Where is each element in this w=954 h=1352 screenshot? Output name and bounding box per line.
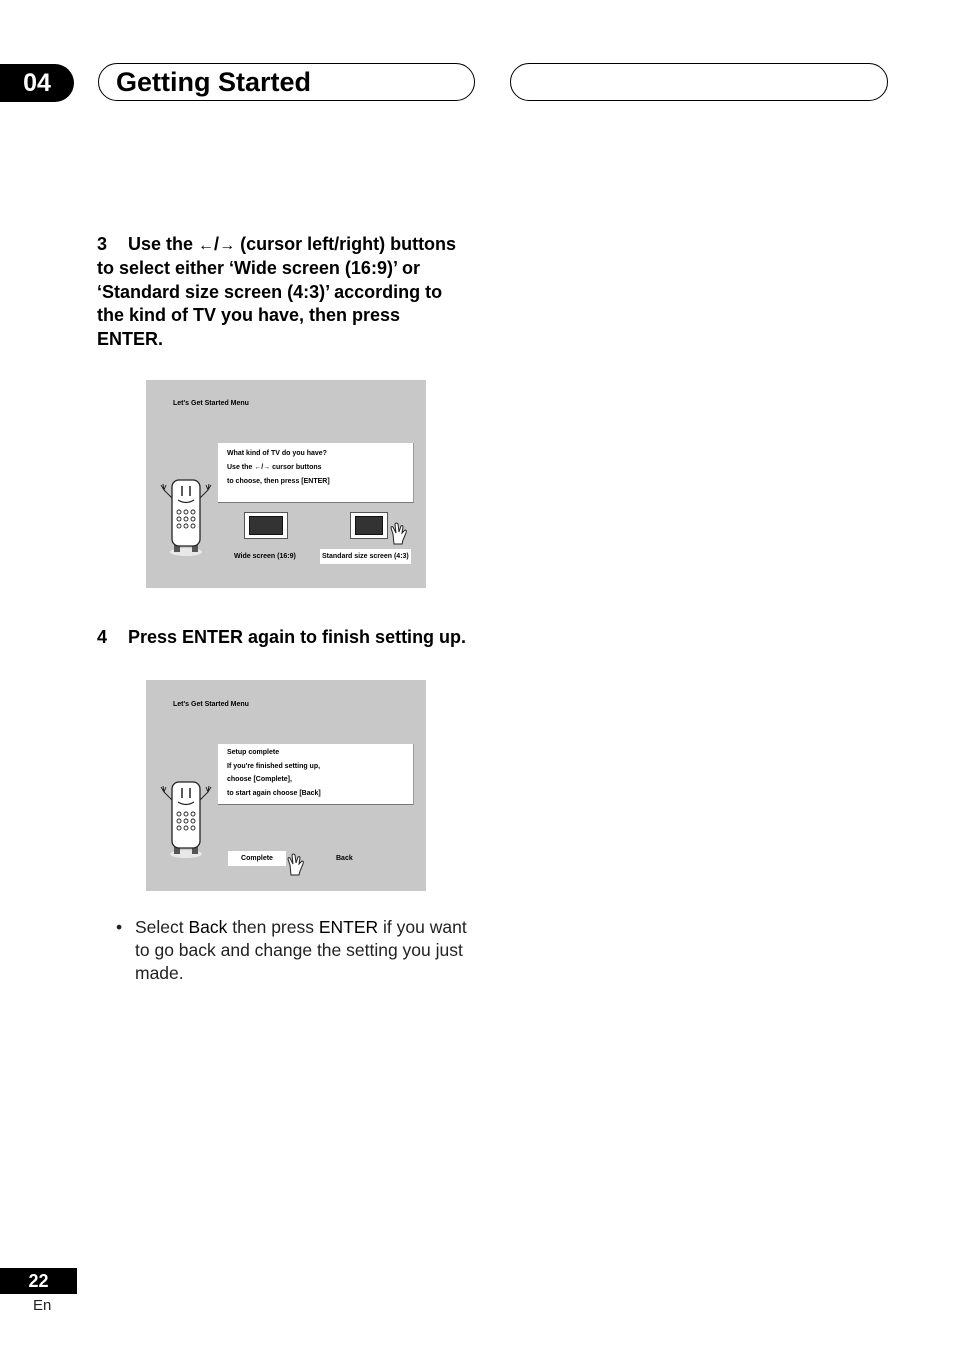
dialog-line: to choose, then press [ENTER] [227, 478, 330, 485]
right-arrow-icon: → [219, 237, 236, 254]
note-bold-back: Back [188, 917, 228, 937]
back-option[interactable]: Back [336, 855, 353, 862]
step-4-text: Press ENTER again to finish setting up. [128, 627, 467, 647]
dialog-line: to start again choose [Back] [227, 789, 321, 797]
menu-title: Let's Get Started Menu [173, 400, 249, 407]
left-arrow-icon: ← [198, 237, 215, 254]
setup-complete-screen [146, 680, 426, 891]
standard-tv-icon [350, 512, 388, 539]
wide-tv-icon [244, 512, 288, 539]
note-text: then press [227, 917, 319, 937]
dialog-line: Use the ←/→ cursor buttons [227, 464, 322, 471]
page-number: 22 [0, 1268, 77, 1294]
standard-screen-option[interactable]: Standard size screen (4:3) [320, 549, 411, 564]
step-4-number: 4 [97, 627, 108, 647]
dialog-line: If you're finished setting up, [227, 762, 321, 770]
chapter-number-badge: 04 [0, 64, 74, 102]
arrow-separator: / [214, 234, 220, 254]
header-right-frame [510, 63, 888, 101]
step-4-instruction [97, 626, 497, 649]
step-3-text-start: Use the [128, 234, 194, 254]
wide-screen-option[interactable]: Wide screen (16:9) [234, 553, 296, 560]
dialog-line: Setup complete [227, 749, 280, 756]
setup-complete-dialog [218, 744, 414, 805]
pointing-hand-icon [286, 853, 306, 877]
language-code: En [33, 1297, 52, 1314]
page-title: Getting Started [116, 67, 312, 97]
back-note [116, 916, 476, 985]
dialog-line: What kind of TV do you have? [227, 450, 327, 457]
pointing-hand-icon [389, 522, 409, 546]
tv-type-dialog [218, 443, 414, 503]
complete-option[interactable]: Complete [228, 851, 286, 866]
tv-type-menu-screen [146, 380, 426, 588]
remote-mascot-icon [156, 778, 216, 860]
note-text: if you want to go back and change the setting you just made. [135, 917, 467, 983]
step-3-text-end: (cursor left/right) buttons to select either ‘Wide screen (16:9)’ or ‘Standard size screen (4:3)’ according to the kind of TV you have, then press ENTER. [97, 234, 457, 349]
dialog-line: choose [Complete], [227, 776, 292, 783]
menu-title: Let's Get Started Menu [173, 701, 249, 708]
remote-mascot-icon [156, 476, 216, 558]
step-3-instruction [97, 233, 467, 351]
step-3-number: 3 [97, 234, 108, 254]
bullet-icon: • [116, 917, 123, 937]
note-text: Select [135, 917, 189, 937]
note-bold-enter: ENTER [318, 917, 379, 937]
